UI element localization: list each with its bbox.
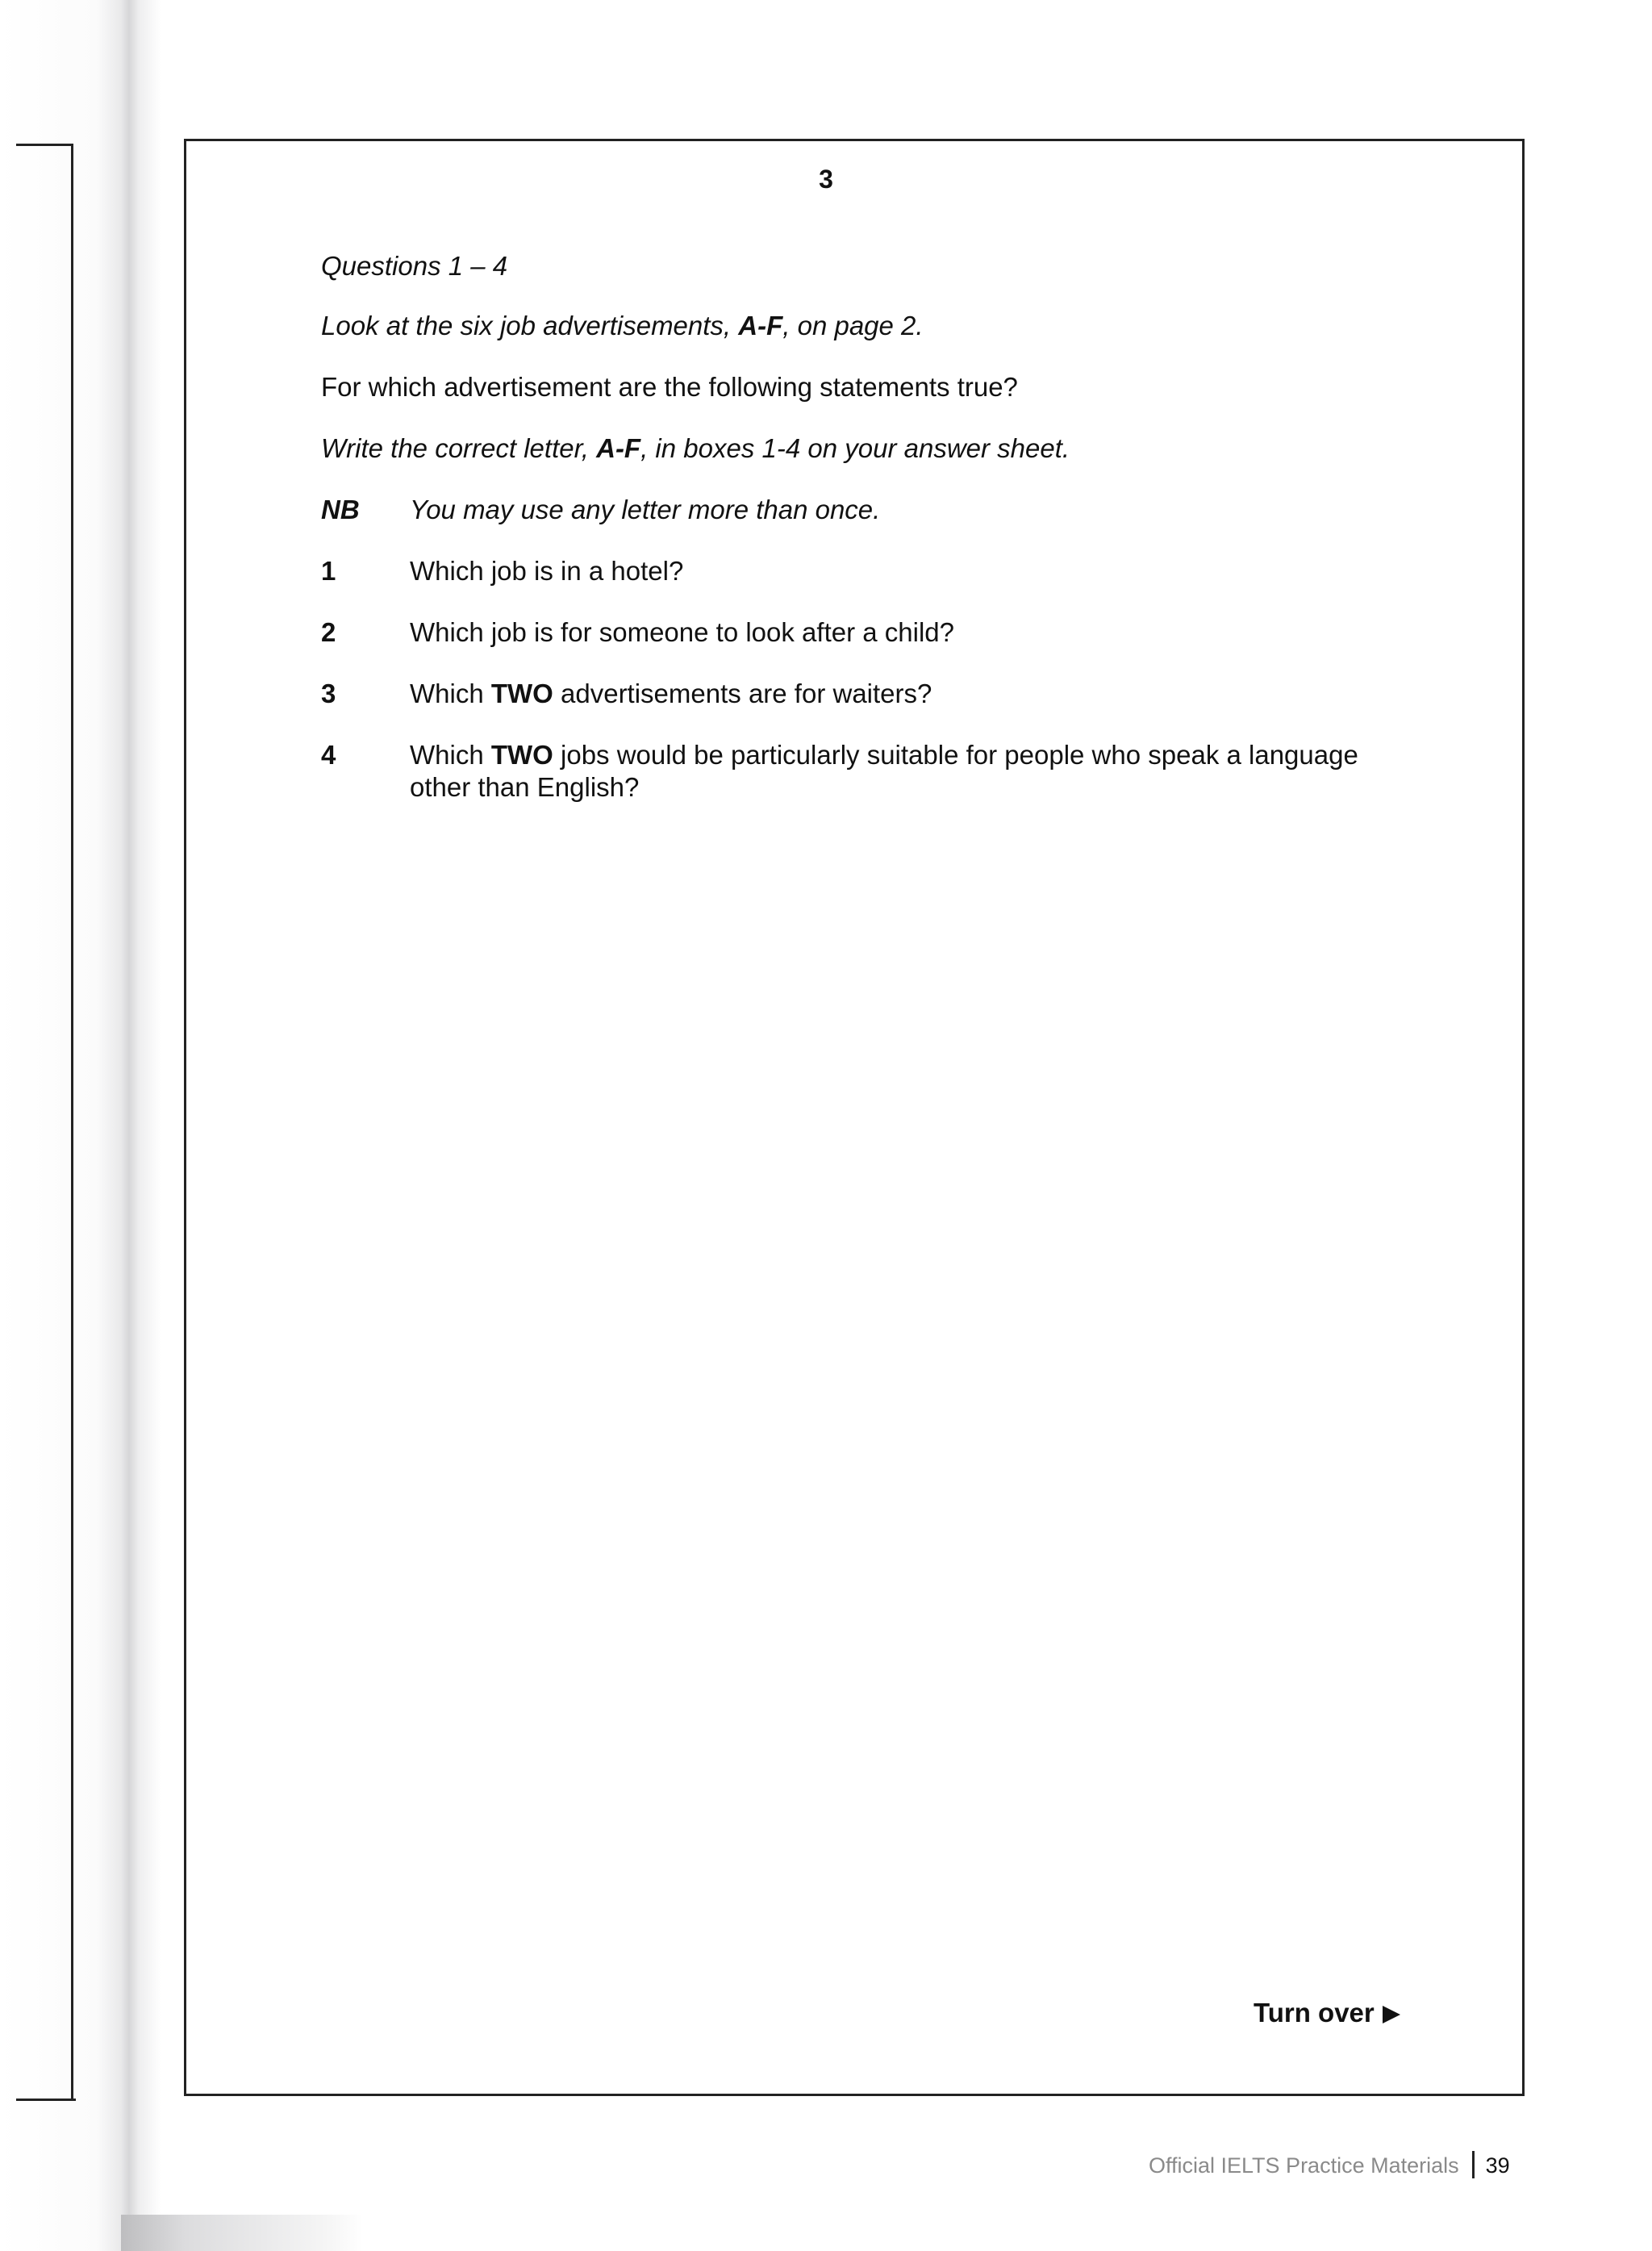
crop-mark-vertical bbox=[71, 144, 73, 2101]
instruction-look-letters: A-F bbox=[738, 311, 783, 340]
question-text bbox=[410, 739, 1386, 804]
page-footer bbox=[1149, 2151, 1510, 2178]
footer-page-number: 39 bbox=[1485, 2153, 1510, 2178]
turn-over-text: Turn over bbox=[1254, 1998, 1375, 2028]
question-text bbox=[410, 555, 1450, 587]
question-text bbox=[410, 678, 1450, 710]
footer-divider bbox=[1472, 2151, 1475, 2178]
question-text-start: Which bbox=[410, 740, 491, 770]
question-text-end: jobs would be particularly suitable for people who speak a language other than English? bbox=[410, 740, 1358, 802]
instruction-which: For which advertisement are the following statements true? bbox=[321, 372, 1018, 402]
question-text-bold: TWO bbox=[490, 740, 553, 770]
nb-label: NB bbox=[321, 495, 360, 524]
question-text-start: Which bbox=[410, 679, 491, 708]
instruction-write-text: Write the correct letter, bbox=[321, 433, 597, 463]
instruction-write-tail: , in boxes 1-4 on your answer sheet. bbox=[640, 433, 1070, 463]
turn-over-note bbox=[1254, 1998, 1400, 2028]
crop-mark-bottom bbox=[16, 2099, 76, 2101]
question-number: 4 bbox=[321, 740, 336, 770]
question-number: 2 bbox=[321, 617, 336, 647]
question-text-end: advertisements are for waiters? bbox=[553, 679, 932, 708]
book-gutter-corner bbox=[121, 2215, 363, 2251]
question-text-start: Which job is for someone to look after a child? bbox=[410, 617, 955, 647]
page-number: 3 bbox=[819, 165, 833, 194]
instruction-write bbox=[321, 432, 1070, 465]
play-arrow-icon bbox=[1383, 2006, 1400, 2023]
question-text bbox=[410, 616, 1450, 649]
instruction-write-letters: A-F bbox=[596, 433, 641, 463]
instruction-look bbox=[321, 310, 924, 342]
book-gutter-shadow bbox=[0, 0, 161, 2251]
question-number: 1 bbox=[321, 556, 336, 586]
crop-mark-top bbox=[16, 144, 71, 146]
footer-title: Official IELTS Practice Materials bbox=[1149, 2153, 1459, 2178]
question-text-bold: TWO bbox=[490, 679, 553, 708]
questions-heading: Questions 1 – 4 bbox=[321, 251, 508, 281]
instruction-look-tail: , on page 2. bbox=[782, 311, 924, 340]
question-text-start: Which job is in a hotel? bbox=[410, 556, 684, 586]
instruction-look-text: Look at the six job advertisements, bbox=[321, 311, 739, 340]
nb-text: You may use any letter more than once. bbox=[410, 495, 881, 524]
question-number: 3 bbox=[321, 679, 336, 708]
